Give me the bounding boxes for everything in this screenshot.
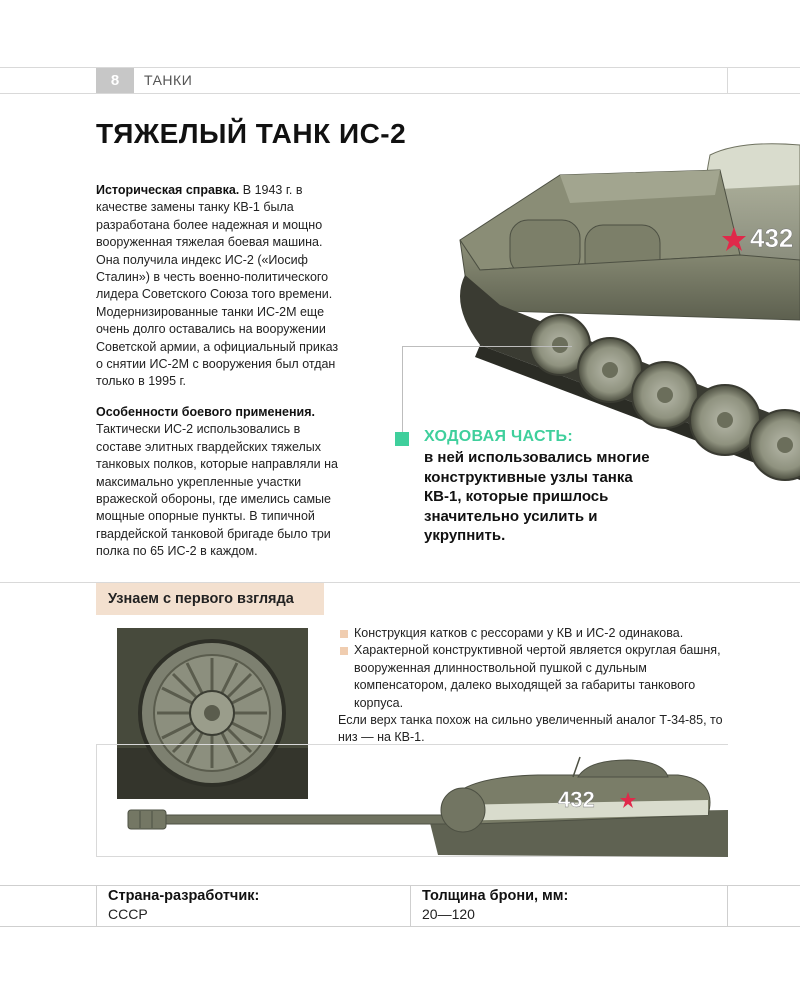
tank-side-illustration — [118, 755, 728, 861]
spec-value-country: СССР — [108, 906, 148, 922]
history-heading: Историческая справка. — [96, 183, 240, 197]
page-number: 8 — [96, 68, 134, 93]
header-rule-bottom — [0, 93, 800, 94]
list-item: Конструкция катков с рессорами у КВ и ИС-2 одинакова. — [338, 625, 738, 642]
recognize-list — [338, 625, 738, 747]
header-divider — [727, 67, 728, 94]
spec-value-armor: 20—120 — [422, 906, 475, 922]
side-turret-number: 432 — [558, 787, 595, 812]
specs-divider — [727, 885, 728, 927]
history-text: В 1943 г. в качестве замены танку КВ-1 была разработана более надежная и мощно вооруженная тяжелая боевая машина. Она получила индекс ИС-2 («Иосиф Сталин») в честь военно-политического лидера Советского Союза того времени. Модернизированные танки ИС-2М еще очень долго оставались на вооружении Советской армии, а официальный приказ о снятии ИС-2М с вооружения был отдан только в 1995 г. — [96, 183, 339, 389]
specs-rule-top — [0, 885, 800, 886]
specs-rule-bottom — [0, 926, 800, 927]
section-name: ТАНКИ — [144, 72, 193, 88]
combat-text: Тактически ИС-2 использовались в составе элитных гвардейских тяжелых танковых полков, которые направляли на максимально укрепленные участки вражеской обороны, где имелись самые мощные опорные пункты. В типичной гвардейской танковой бригаде было три полка по 65 ИС-2 в каждом. — [96, 422, 338, 559]
page-title: ТЯЖЕЛЫЙ ТАНК ИС-2 — [96, 118, 407, 149]
bullet-square-icon — [340, 630, 348, 638]
recognize-note: Если верх танка похож на сильно увеличенный аналог Т-34-85, то низ — на КВ-1. — [338, 713, 723, 745]
history-paragraph — [96, 182, 346, 391]
callout-leader-vertical — [402, 346, 403, 440]
recognize-label: Узнаем с первого взгляда — [96, 583, 324, 615]
spec-label-armor: Толщина брони, мм: — [422, 888, 569, 904]
specs-divider — [96, 885, 97, 927]
callout-title: ХОДОВАЯ ЧАСТЬ: — [424, 428, 573, 445]
callout-leader-horizontal — [402, 346, 572, 347]
combat-heading: Особенности боевого применения. — [96, 405, 315, 419]
bullet-square-icon — [340, 647, 348, 655]
specs-divider — [410, 885, 411, 927]
callout-marker — [395, 432, 409, 446]
combat-paragraph — [96, 404, 346, 561]
spec-label-country: Страна-разработчик: — [108, 888, 260, 904]
turret-number: 432 — [750, 223, 794, 253]
callout-text: в ней использовались многие конструктивные узлы танка КВ-1, которые пришлось значительно усилить и укрупнить. — [424, 449, 650, 544]
list-item: Характерной конструктивной чертой является округлая башня, вооруженная длинноствольной пушкой с дульным компенсатором, далеко выходящей за габариты танкового корпуса. — [338, 642, 738, 712]
